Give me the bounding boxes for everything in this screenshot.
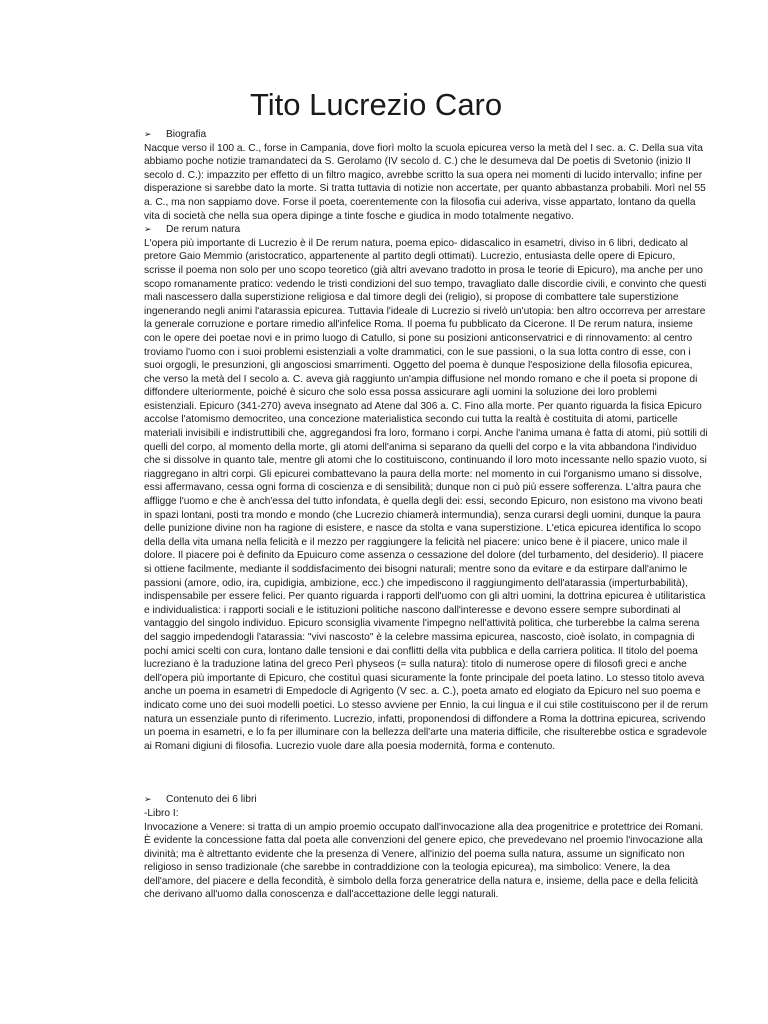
libro-label: -Libro I:	[144, 807, 179, 819]
section-heading-label: Contenuto dei 6 libri	[166, 794, 257, 806]
section-contenuto	[144, 793, 708, 902]
section-heading	[144, 793, 708, 807]
arrow-bullet-icon: ➢	[144, 794, 152, 805]
section-spacer	[144, 753, 708, 793]
section-heading-label: De rerum natura	[166, 224, 241, 236]
document-title: Tito Lucrezio Caro	[250, 87, 503, 122]
section-biografia	[144, 128, 708, 223]
de-rerum-natura-paragraph: L'opera più importante di Lucrezio è il De rerum natura, poema epico- didascalico in esametri, diviso in 6 libri, dedicato al pretore Gaio Memmio (aristocratico, appartenente al partito degli ottimati). Lucrezio, entusiasta delle opere di Epicuro, scrisse il poema non solo per uno scopo teoretico (già altri avevano tradotto in prosa le teorie di Epicuro), ma anche per uno scopo romanamente pratico: vedendo le tristi condizioni del suo tempo, travagliato dalle discordie civili, e convinto che questi mali nascessero dalla superstizione religiosa e dal timore degli dei (religio), si propose di combattere tale superstizione ingenerando negli animi l'atarassia epicurea. Tuttavia l'ideale di Lucrezio si rivelò un'utopia: ben altro occorreva per arrestare la generale corruzione e portare rimedio all'infelice Roma. Il poema fu pubblicato da Cicerone. Il De rerum natura, insieme con le opere dei poetae novi e in primo luogo di Catullo, si pone su posizioni anticonservatrici e di rinnovamento: al centro troviamo l'uomo con i suoi problemi esistenziali a volte drammatici, con le sue passioni, o la sua lotta contro di esse, con i suoi orgogli, le presunzioni, gli angosciosi smarrimenti. Oggetto del poema è dunque l'esposizione della filosofia epicurea, che verso la metà del I secolo a. C. aveva già raggiunto un'ampia diffusione nel mondo romano e che il poeta si propone di diffondere ulteriormente, poiché è sicuro che solo essa possa assicurare agli uomini la soluzione dei loro problemi esistenziali. Epicuro (341-270) aveva insegnato ad Atene dal 306 a. C. Fino alla morte. Per quanto riguarda la fisica Epicuro accolse l'atomismo democriteo, una concezione materialistica secondo cui tutta la realtà è costituita di atomi, particelle materiali invisibili e indistruttibili che, aggregandosi fra loro, formano i corpi. Anche l'anima umana è fatta di atomi, più sottili di quelli del corpo, al momento della morte, gli atomi dell'anima si separano da quelli del corpo e la vita abbandona l'individuo che si dissolve in quanto tale, mentre gli atomi che lo costituiscono, continuando il loro moto incessante nello spazio vuoto, si riaggregano in altri corpi. Gli epicurei combattevano la paura della morte: nel momento in cui l'organismo umano si dissolve, essi affermavano, cessa ogni forma di coscienza e di sensibilità; dunque non ci può più essere sofferenza. L'altra paura che affligge l'uomo e che è anch'essa del tutto infondata, è quella degli dei: essi, secondo Epicuro, non esistono ma vivono beati in spazi lontani, posti tra mondo e mondo (che Lucrezio chiamerà intermundia), senza curarsi degli uomini, dunque la paura delle punizione divine non ha ragione di esistere, e nasce da stolta e vana superstizione. L'etica epicurea identifica lo scopo della della vita umana nella felicità e il mezzo per raggiungere la felicità nel piacere: unico bene è il piacere, unico male il dolore. Il piacere poi è definito da Epuicuro come assenza o cessazione del dolore (del turbamento, del desiderio). Il piacere si ottiene facilmente, mediante il soddisfacimento dei bisogni naturali; mentre sono da evitare e da estirpare dall'animo le passioni (amore, odio, ira, cupidigia, ambizione, ecc.) che impediscono il raggiungimento dell'atarassia (imperturbabilità), indispensabile per essere felici. Per quanto riguarda i rapporti dell'uomo con gli altri uomini, la dottrina epicurea è utilitaristica e individualistica: i rapporti sociali e le istituzioni politiche nascono dall'interesse e devono essere sempre subordinati al vantaggio del singolo individuo. Epicuro sconsiglia vivamente l'impegno nell'attività politica, che turberebbe la calma serena del saggio impedendogli l'atarassia: "vivi nascosto" è la celebre massima epicurea, nascosto, cioè isolato, in compagnia di pochi amici scelti con cura, lontano dalle tensioni e dai conflitti della vita pubblica e della carriera politica. Il titolo del poema lucreziano è la traduzione latina del greco Perì physeos (= sulla natura): titolo di numerose opere di filosofi greci e anche dell'opera più importante di Epicuro, che costituì quasi sicuramente la fonte principale del poeta latino. Lo stesso titolo aveva anche un poema in esametri di Empedocle di Agrigento (V sec. a. C.), poeta amato ed elogiato da Epicuro nel suo poema e indicato come uno dei suoi modelli poetici. Lo stesso avviene per Ennio, la cui lingua e il cui stile costituiscono per il de rerum natura un essenziale punto di riferimento. Lucrezio, infatti, proponendosi di diffondere a Roma la dottrina epicurea, scrivendo un poema in esametri, e lo fa per illuminare con la bellezza dell'arte una materia difficile, che risulterebbe ostica e sgradevole ai Romani digiuni di filosofia. Lucrezio vuole dare alla poesia modernità, forma e contenuto.	[144, 237, 709, 752]
section-heading-label: Biografia	[166, 129, 207, 140]
section-de-rerum-natura	[144, 223, 708, 753]
section-heading	[144, 223, 708, 237]
section-heading	[144, 128, 708, 142]
arrow-bullet-icon: ➢	[144, 129, 152, 139]
biografia-paragraph: Nacque verso il 100 a. C., forse in Campania, dove fiorì molto la scuola epicurea verso la metà del I sec. a. C. Della sua vita abbiamo poche notizie tramandateci da S. Gerolamo (IV secolo d. C.) che le desumeva dal De poetis di Svetonio (inizio II secolo d. C.): impazzito per effetto di un filtro magico, avrebbe scritto la sua opera nei momenti di lucido intervallo; infine per disperazione si sarebbe dato la morte. Si tratta tuttavia di notizie non accertate, per quanto abbastanza probabili. Morì nel 55 a. C., ma non sappiamo dove. Forse il poeta, coerentemente con la filosofia cui aderiva, visse appartato, lontano da quella vita di società che nella sua opera dipinge a tinte fosche e giudica in modo totalmente negativo.	[144, 142, 706, 222]
arrow-bullet-icon: ➢	[144, 224, 152, 235]
libro-i-paragraph: Invocazione a Venere: si tratta di un ampio proemio occupato dall'invocazione alla dea progenitrice e protettrice dei Romani. È evidente la concessione fatta dal poeta alle convenzioni del genere epico, che prevedevano nel proemio l'invocazione alla divinità; ma è altrettanto evidente che la presenza di Venere, all'inizio del poema sulla natura, assume un significato non religioso in senso tradizionale (che sarebbe in contraddizione con la teologia epicurea), ma simbolico: Venere, la dea dell'amore, del piacere e della fecondità, è simbolo della forza generatrice della natura e, insieme, della pace e della felicità che derivano all'uomo dalla conoscenza e dall'accettazione delle leggi naturali.	[144, 821, 704, 901]
